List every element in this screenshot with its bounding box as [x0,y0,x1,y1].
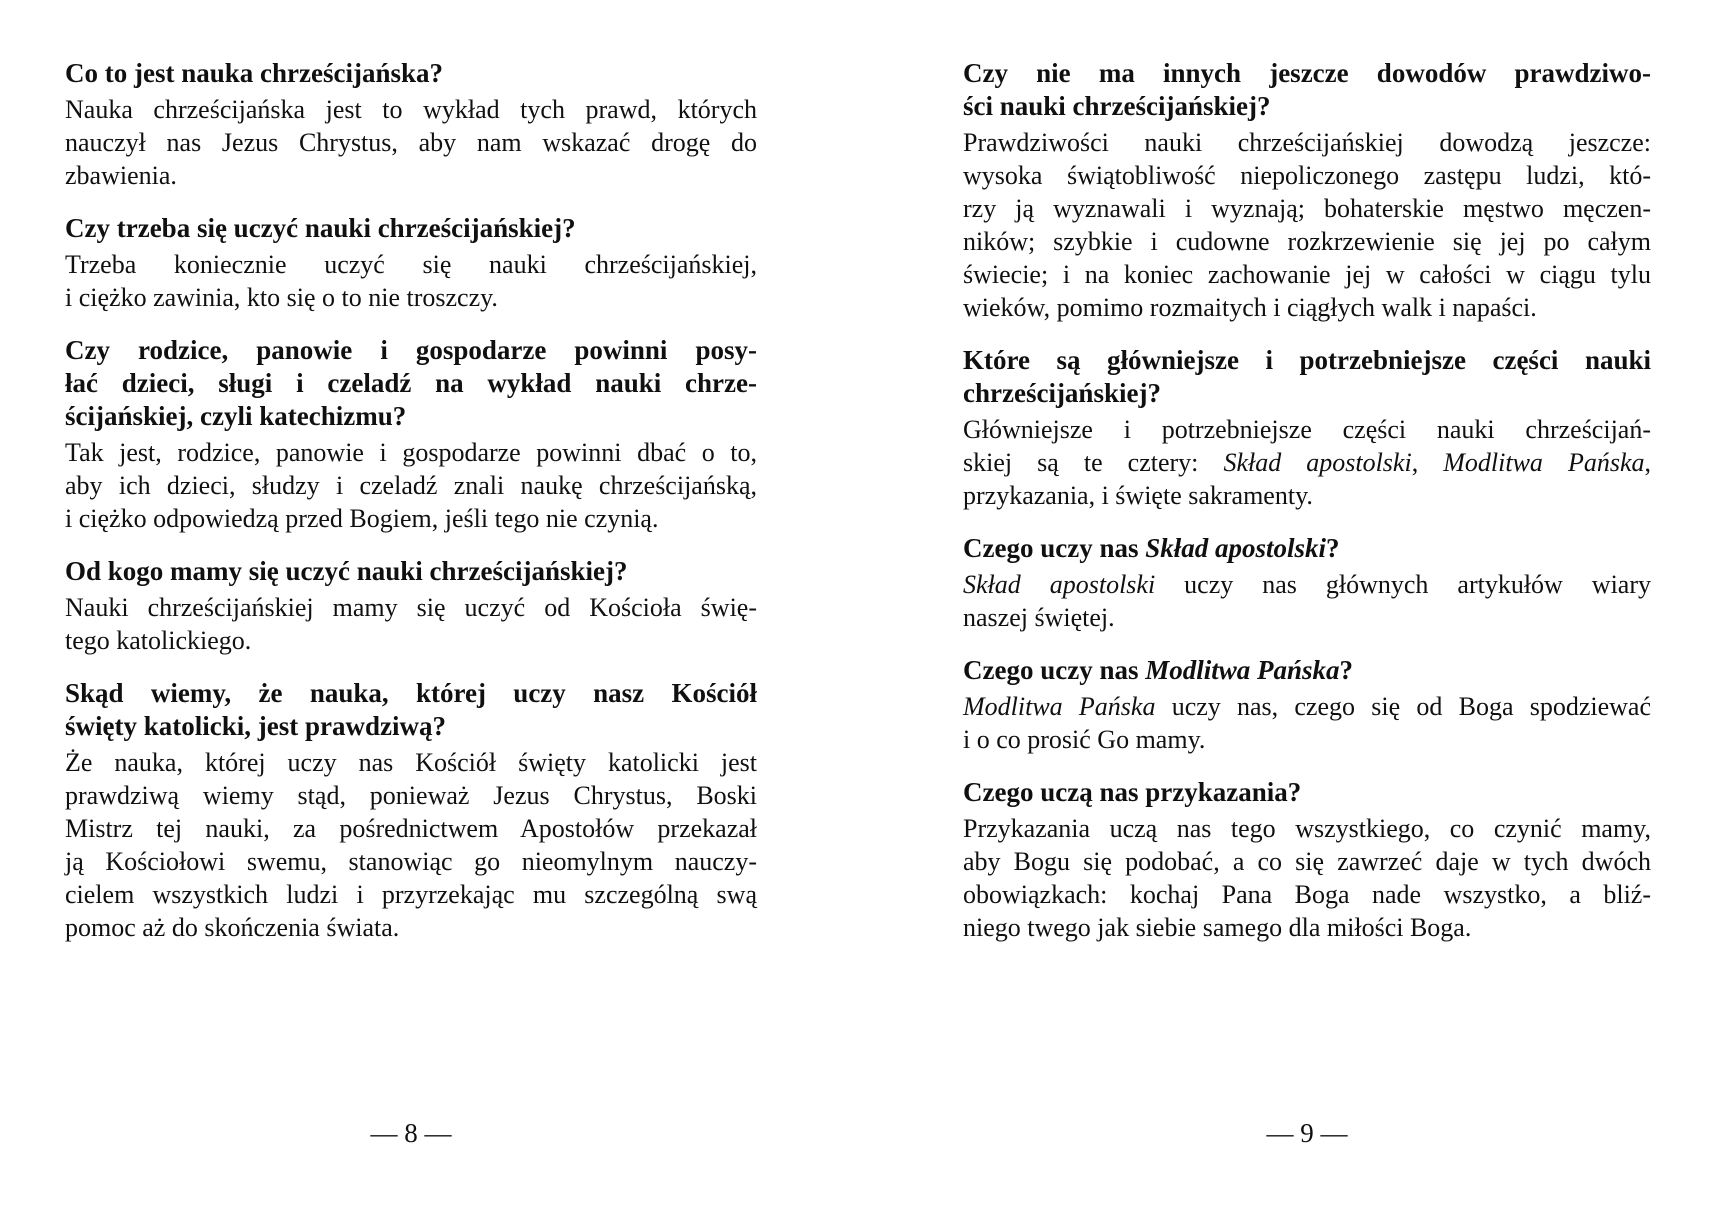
question-line: ści nauki chrześcijańskiej? [963,91,1271,121]
question-line: ścijańskiej, czyli katechizmu? [65,401,407,431]
answer-line: aby Bogu się podobać, a co się zawrzeć daje w tych dwóch [963,847,1651,876]
question-line: łać dzieci, sługi i czeladź na wykład nauki chrze- [65,368,757,398]
answer-line: Nauki chrześcijańskiej mamy się uczyć od Kościoła świę- [65,593,757,622]
answer [963,568,1651,634]
question [963,776,1651,809]
answer-line: wieków, pomimo rozmaitych i ciągłych walk i napaści. [963,293,1537,322]
qa-block [65,212,757,314]
answer-line: Przykazania uczą nas tego wszystkiego, co czynić mamy, [963,814,1651,843]
qa-block [963,532,1651,634]
question-line: Czego uczy nas Modlitwa Pańska? [963,655,1354,685]
answer-line: przykazania, i święte sakramenty. [963,481,1313,510]
answer-line: ników; szybkie i cudowne rozkrzewienie się jej po całym [963,227,1651,256]
answer-line: Tak jest, rodzice, panowie i gospodarze powinni dbać o to, [65,438,757,467]
answer-line: tego katolickiego. [65,626,252,655]
answer [963,126,1651,324]
answer-line: pomoc aż do skończenia świata. [65,913,400,942]
answer-line: rzy ją wyznawali i wyznają; bohaterskie męstwo męczen- [963,194,1651,223]
question [65,555,757,588]
answer-line: skiej są te cztery: Skład apostolski, Modlitwa Pańska, [963,448,1652,477]
answer-line: niego twego jak siebie samego dla miłości Boga. [963,913,1472,942]
question [65,334,757,433]
page-number-text: — 9 — [1266,1118,1348,1148]
answer-line: Główniejsze i potrzebniejsze części nauki chrześcijań- [963,415,1651,444]
question [963,532,1651,565]
answer [963,812,1651,944]
question-line: Czego uczą nas przykazania? [963,777,1302,807]
page-9 [963,57,1652,1148]
qa-block [963,57,1651,324]
answer-line: Prawdziwości nauki chrześcijańskiej dowodzą jeszcze: [963,128,1651,157]
answer-line: Nauka chrześcijańska jest to wykład tych prawd, których [65,95,757,124]
question-line: Czy trzeba się uczyć nauki chrześcijańskiej? [65,213,576,243]
answer-line: wysoka świątobliwość niepoliczonego zastępu ludzi, któ- [963,161,1651,190]
answer-line: i ciężko zawinia, kto się o to nie troszczy. [65,283,498,312]
answer-line: ją Kościołowi swemu, stanowiąc go nieomylnym nauczy- [65,847,757,876]
answer-line: Trzeba koniecznie uczyć się nauki chrześcijańskiej, [65,250,757,279]
question-line: Co to jest nauka chrześcijańska? [65,58,443,88]
answer [963,690,1651,756]
question [963,344,1651,410]
answer-line: Mistrz tej nauki, za pośrednictwem Apostołów przekazał [65,814,757,843]
answer-line: prawdziwą wiemy stąd, ponieważ Jezus Chrystus, Boski [65,781,757,810]
qa-block [65,334,757,535]
answer [65,436,757,535]
answer-line: obowiązkach: kochaj Pana Boga nade wszystko, a bliź- [963,880,1651,909]
answer [65,591,757,657]
answer-line: nauczył nas Jezus Chrystus, aby nam wskazać drogę do [65,128,757,157]
question-line: święty katolicki, jest prawdziwą? [65,711,446,741]
answer-line: cielem wszystkich ludzi i przyrzekając mu szczególną swą [65,880,757,909]
answer-line: świecie; i na koniec zachowanie jej w całości w ciągu tylu [963,260,1651,289]
question-line: Czy rodzice, panowie i gospodarze powinni posy- [65,335,757,365]
question-line: Czego uczy nas Skład apostolski? [963,533,1340,563]
page-9-number [963,1118,1651,1148]
qa-block [65,677,757,944]
qa-block [963,344,1651,512]
qa-block [963,776,1651,944]
page-8-number [65,1118,757,1148]
answer-line: Modlitwa Pańska uczy nas, czego się od Boga spodziewać [963,692,1651,721]
question [65,212,757,245]
question [963,57,1651,123]
page-number-text: — 8 — [370,1118,452,1148]
answer-line: Skład apostolski uczy nas głównych artykułów wiary [963,570,1651,599]
question-line: Od kogo mamy się uczyć nauki chrześcijańskiej? [65,556,628,586]
answer-line: aby ich dzieci, słudzy i czeladź znali naukę chrześcijańską, [65,471,757,500]
question [65,57,757,90]
answer-line: i ciężko odpowiedzą przed Bogiem, jeśli tego nie czynią. [65,504,659,533]
question [963,654,1651,687]
page-8-content [65,57,757,944]
qa-block [65,57,757,192]
answer [65,248,757,314]
qa-block [963,654,1651,756]
page-9-content [963,57,1651,944]
question-line: Które są główniejsze i potrzebniejsze części nauki [963,345,1651,375]
answer-line: zbawienia. [65,161,177,190]
answer [65,746,757,944]
question-line: Skąd wiemy, że nauka, której uczy nasz Kościół [65,678,757,708]
question-line: Czy nie ma innych jeszcze dowodów prawdziwo- [963,58,1651,88]
page-8 [65,57,757,1148]
answer-line: naszej świętej. [963,603,1115,632]
answer [65,93,757,192]
question [65,677,757,743]
question-line: chrześcijańskiej? [963,378,1161,408]
answer-line: i o co prosić Go mamy. [963,725,1206,754]
answer [963,413,1651,512]
qa-block [65,555,757,657]
answer-line: Że nauka, której uczy nas Kościół święty katolicki jest [65,748,757,777]
